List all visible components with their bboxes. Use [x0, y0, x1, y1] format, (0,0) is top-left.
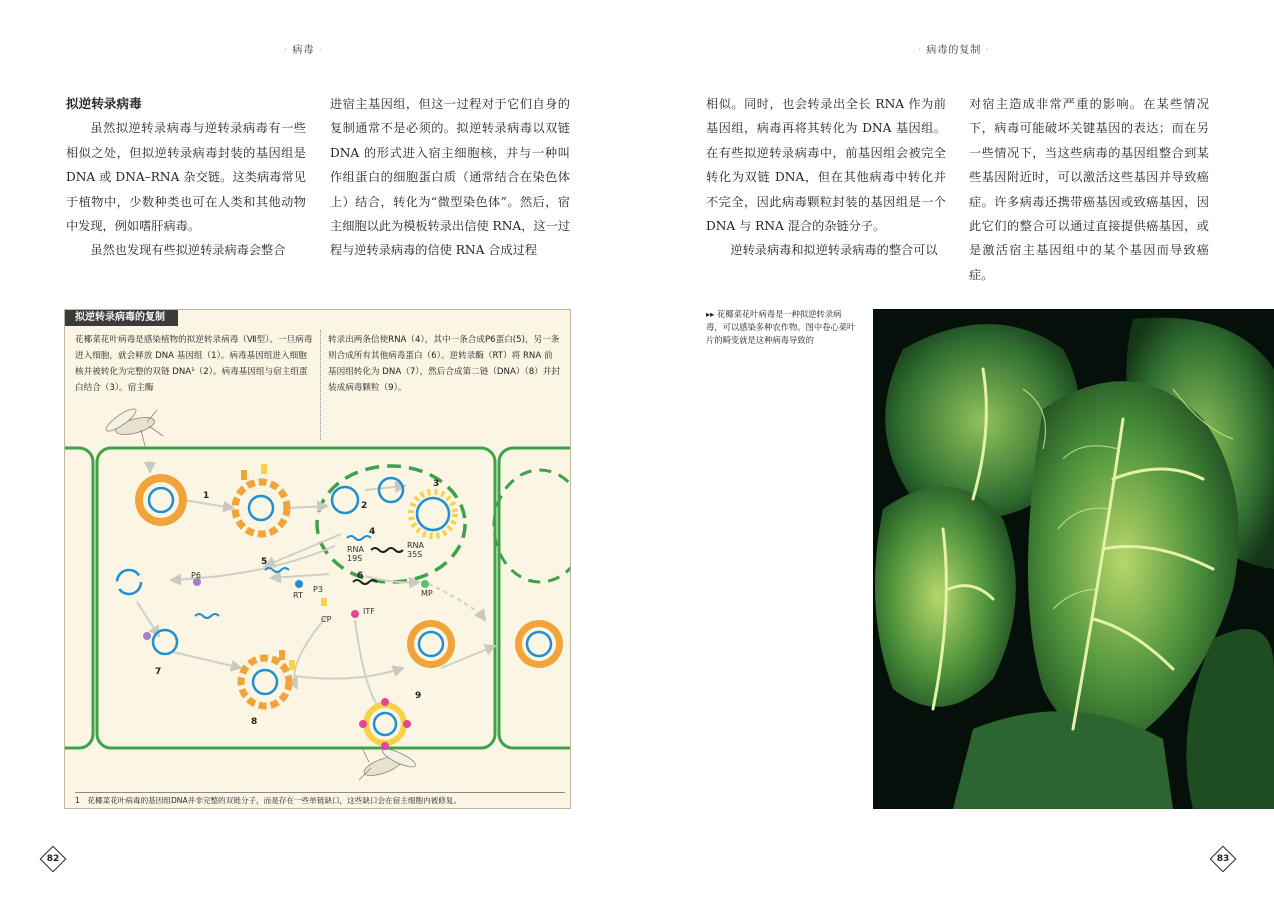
- virus-particle-entry: [135, 474, 187, 526]
- step-7: 7: [155, 667, 162, 677]
- left-page-column-1: [66, 92, 306, 263]
- step-6: 6: [357, 571, 364, 581]
- step-3: 3: [433, 479, 440, 489]
- label-rt: RT: [293, 591, 303, 600]
- step-9: 9: [415, 691, 422, 701]
- label-cp: CP: [321, 615, 332, 624]
- label-p3: P3: [313, 585, 323, 594]
- replication-figure: [64, 309, 571, 809]
- virion-9: [359, 698, 411, 750]
- step-5: 5: [261, 557, 268, 567]
- paragraph: 虽然拟逆转录病毒与逆转录病毒有一些相似之处，但拟逆转录病毒封装的基因组是DNA 或 DNA–RNA 杂交链。这类病毒常见于植物中，少数种类也可在人类和其他动物中发现，例如嗜肝病毒。: [66, 121, 306, 234]
- paragraph: 进宿主基因组，但这一过程对于它们自身的复制通常不是必须的。拟逆转录病毒以双链 DNA 的形式进入宿主细胞核，并与一种叫作组蛋白的细胞蛋白质（通常结合在染色体上）结合，转化为“微型染色体”。然后，宿主细胞以此为模板转录出信使 RNA，这一过程与逆转录病毒的信使 RNA 合成过程: [330, 97, 570, 258]
- replication-diagram: [65, 406, 571, 788]
- label-rna-19s: RNA: [347, 545, 365, 554]
- label-rna-35s-b: 35S: [407, 550, 423, 559]
- right-page-column-1: [706, 92, 946, 263]
- running-head-left: · 病毒 ·: [284, 45, 323, 56]
- paragraph: 相似。同时，也会转录出全长 RNA 作为前基因组，病毒再将其转化为 DNA 基因组。在有些拟逆转录病毒中，前基因组会被完全转化为双链 DNA，但在其他病毒中转化并不完全，因此病毒颗粒封装的基因组是一个DNA 与 RNA 混合的杂链分子。: [706, 97, 946, 234]
- cell-wall-left: [65, 448, 93, 748]
- right-page-column-2: [969, 92, 1209, 287]
- paragraph: 对宿主造成非常严重的影响。在某些情况下，病毒可能破坏关键基因的表达；而在另一些情况下，当这些病毒的基因组整合到某些基因附近时，可以激活这些基因并导致癌症。许多病毒还携带癌基因或致癌基因，因此它们的整合可以通过直接提供癌基因，或是激活宿主基因组中的某个基因而导致癌症。: [969, 97, 1209, 282]
- aphid-top: [103, 406, 163, 446]
- section-title: 拟逆转录病毒: [66, 96, 142, 111]
- running-head-right-text: 病毒的复制: [926, 45, 982, 56]
- page-number-right-text: 83: [1216, 854, 1230, 864]
- step-2: 2: [361, 501, 368, 511]
- page-number-right: [1208, 844, 1238, 874]
- page-number-left: [38, 844, 68, 874]
- caption-marker: ▸▸: [706, 309, 715, 319]
- cell-wall-right: [499, 448, 571, 748]
- running-head-right: · 病毒的复制 ·: [918, 45, 990, 56]
- paragraph: 虽然也发现有些拟逆转录病毒会整合: [90, 243, 286, 258]
- virion-neighbor-cell: [515, 620, 563, 668]
- figure-title: 拟逆转录病毒的复制: [65, 310, 178, 326]
- assembly-8: [241, 650, 295, 706]
- page-number-left-text: 82: [46, 854, 60, 864]
- virion-mature: [407, 620, 455, 668]
- figure-text-left: 花椰菜花叶病毒是感染植物的拟逆转录病毒（Ⅶ型）。一旦病毒进入细胞，就会释放 DNA 基因组（1）。病毒基因组进入细胞核并被转化为完整的双链 DNA¹（2）。病毒基因组与宿主组蛋白结合（3）。宿主酶: [75, 335, 313, 393]
- label-rna-19s-b: 19S: [347, 554, 363, 563]
- nucleus: [317, 466, 465, 582]
- figure-footnote: 1 花椰菜花叶病毒的基因组DNA并非完整的双链分子，而是存在一些单链缺口，这些缺口会在宿主细胞内被修复。: [75, 792, 565, 806]
- photo-caption: [706, 308, 858, 347]
- step-8: 8: [251, 717, 258, 727]
- left-page-column-2: [330, 92, 570, 263]
- running-head-left-text: 病毒: [292, 45, 315, 56]
- label-itf: ITF: [363, 607, 375, 616]
- proteins: [143, 578, 429, 640]
- step-1: 1: [203, 491, 210, 501]
- virus-particle-uncoating: [235, 464, 287, 534]
- cabbage-leaf-photo: [873, 309, 1274, 809]
- paragraph: 逆转录病毒和拟逆转录病毒的整合可以: [730, 243, 938, 258]
- step-4: 4: [369, 527, 376, 537]
- minichromosome-3: [411, 492, 455, 536]
- aphid-bottom: [359, 746, 417, 780]
- partial-genome-7: [117, 570, 177, 654]
- label-mp: MP: [421, 589, 433, 598]
- label-p6: P6: [191, 571, 201, 580]
- label-rna-35s: RNA: [407, 541, 425, 550]
- nucleus-right: [494, 470, 571, 582]
- figure-text-right: 转录出两条信使RNA（4），其中一条合成P6蛋白(5)，另一条则合成所有其他病毒蛋白（6）。逆转录酶（RT）将 RNA 前基因组转化为 DNA（7），然后合成第二链（DNA）（8）并封装成病毒颗粒（9）。: [328, 335, 560, 393]
- caption-text: 花椰菜花叶病毒是一种拟逆转录病毒，可以感染多种农作物。图中卷心菜叶片的畸变就是这种病毒导致的: [706, 309, 856, 345]
- dna-genome-2: [332, 478, 403, 513]
